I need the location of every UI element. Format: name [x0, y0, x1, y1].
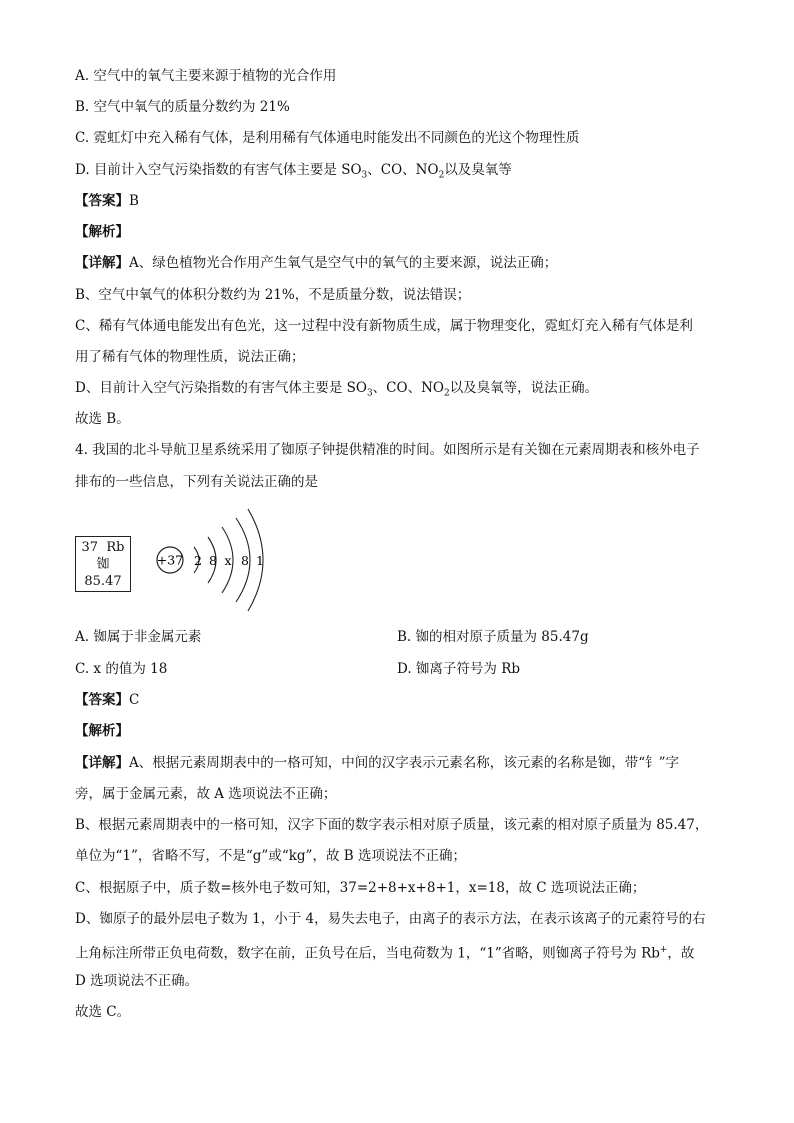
shell-count-1: 2 — [194, 553, 202, 568]
q4-detail-line-8: D 选项说法不正确。 — [75, 973, 199, 989]
q3-option-d-text-3: 以及臭氧等 — [444, 162, 512, 178]
shell-count-2: 8 — [209, 553, 217, 568]
q3-option-b: B. 空气中氧气的质量分数约为 21% — [75, 99, 290, 115]
q4-option-d: D. 铷离子符号为 Rb — [397, 661, 521, 677]
q3-detail-line-5 — [75, 378, 598, 404]
q4-answer-label: 【答案】 — [75, 692, 129, 708]
q4-detail-line-3: B、根据元素周期表中的一格可知，汉字下面的数字表示相对原子质量，该元素的相对原子质量为 85.47， — [75, 817, 709, 833]
element-name: 铷 — [96, 557, 110, 572]
q4-detail-line-1 — [75, 753, 679, 773]
periodic-table-cell — [75, 536, 131, 592]
q3-detail-line-3: C、稀有气体通电能发出有色光，这一过程中没有新物质生成，属于物理变化，霓虹灯充入稀有气体是利 — [75, 318, 693, 334]
q4-detail-text-7a: 上角标注所带正负电荷数，数字在前，正负号在后，当电荷数为 1，“1”省略，则铷离子符号为 Rb — [75, 945, 660, 962]
q4-detail-line-5: C、根据原子中，质子数=核外电子数可知，37=2+8+x+8+1，x=18，故 C 选项说法正确； — [75, 880, 646, 896]
nucleus-charge: +37 — [156, 552, 184, 568]
shell-count-4: 8 — [241, 553, 249, 568]
q3-detail-sub-1: 3 — [366, 388, 373, 399]
q4-detail-line-7 — [75, 940, 694, 964]
q3-analysis-label: 【解析】 — [75, 224, 129, 240]
q4-detail-sup: + — [659, 945, 668, 955]
q3-answer-value: B — [129, 193, 139, 209]
q4-detail-label: 【详解】 — [75, 755, 129, 771]
q3-conclusion: 故选 B。 — [75, 411, 130, 427]
q4-stem-line-2: 排布的一些信息，下列有关说法正确的是 — [75, 474, 318, 490]
q3-option-a: A. 空气中的氧气主要来源于植物的光合作用 — [75, 68, 337, 84]
q3-detail-label: 【详解】 — [75, 255, 129, 271]
q4-detail-text-7b: ，故 — [667, 945, 695, 962]
element-symbol: Rb — [106, 540, 125, 555]
q4-detail-line-6: D、铷原子的最外层电子数为 1，小于 4，易失去电子，由离子的表示方法，在表示该离子的元素符号的右 — [75, 911, 706, 927]
q4-option-b: B. 铷的相对原子质量为 85.47g — [397, 629, 589, 645]
q3-option-d-text-2: 、CO、NO — [367, 162, 439, 178]
q4-detail-line-2: 旁，属于金属元素，故 A 选项说法不正确； — [75, 786, 337, 802]
q3-detail-sub-2: 2 — [443, 388, 450, 399]
q3-detail-text-5a: D、目前计入空气污染指数的有害气体主要是 SO — [75, 380, 367, 396]
atomic-mass: 85.47 — [84, 574, 122, 589]
q4-option-a: A. 铷属于非金属元素 — [75, 629, 202, 645]
q4-conclusion: 故选 C。 — [75, 1004, 131, 1020]
q3-detail-text-5c: 以及臭氧等，说法正确。 — [449, 380, 599, 396]
q4-detail-line-4: 单位为“1”，省略不写，不是“g”或“kg”，故 B 选项说法不正确； — [75, 848, 466, 864]
q4-analysis-label: 【解析】 — [75, 723, 129, 739]
q4-detail-text-1: A、根据元素周期表中的一格可知，中间的汉字表示元素名称，该元素的名称是铷，带“钅”字 — [129, 755, 680, 771]
q4-option-c: C. x 的值为 18 — [75, 661, 168, 677]
shell-count-5: 1 — [256, 553, 264, 568]
q4-answer — [75, 690, 139, 710]
element-header — [76, 539, 130, 556]
q3-detail-text-1: A、绿色植物光合作用产生氧气是空气中的氧气的主要来源，说法正确； — [129, 255, 558, 271]
q3-option-d — [75, 160, 512, 186]
shell-count-3: x — [224, 553, 232, 568]
q3-option-d-sub-2: 2 — [438, 170, 445, 181]
q3-detail-text-5b: 、CO、NO — [372, 380, 444, 396]
q3-detail-line-4: 用了稀有气体的物理性质，说法正确； — [75, 349, 305, 365]
atomic-number: 37 — [81, 540, 99, 555]
q4-answer-value: C — [129, 692, 140, 708]
q3-option-d-text-1: D. 目前计入空气污染指数的有害气体主要是 SO — [75, 162, 362, 178]
q3-answer — [75, 191, 139, 211]
q3-answer-label: 【答案】 — [75, 193, 129, 209]
q3-option-d-sub-1: 3 — [361, 170, 368, 181]
q3-detail-line-2: B、空气中氧气的体积分数约为 21%，不是质量分数，说法错误； — [75, 287, 471, 303]
q3-option-c: C. 霓虹灯中充入稀有气体，是利用稀有气体通电时能发出不同颜色的光这个物理性质 — [75, 130, 580, 146]
q4-stem-line-1: 4. 我国的北斗导航卫星系统采用了铷原子钟提供精准的时间。如图所示是有关铷在元素周期表和核外电子 — [75, 442, 700, 458]
q3-detail-line-1 — [75, 253, 557, 273]
atom-structure-diagram — [150, 505, 280, 615]
